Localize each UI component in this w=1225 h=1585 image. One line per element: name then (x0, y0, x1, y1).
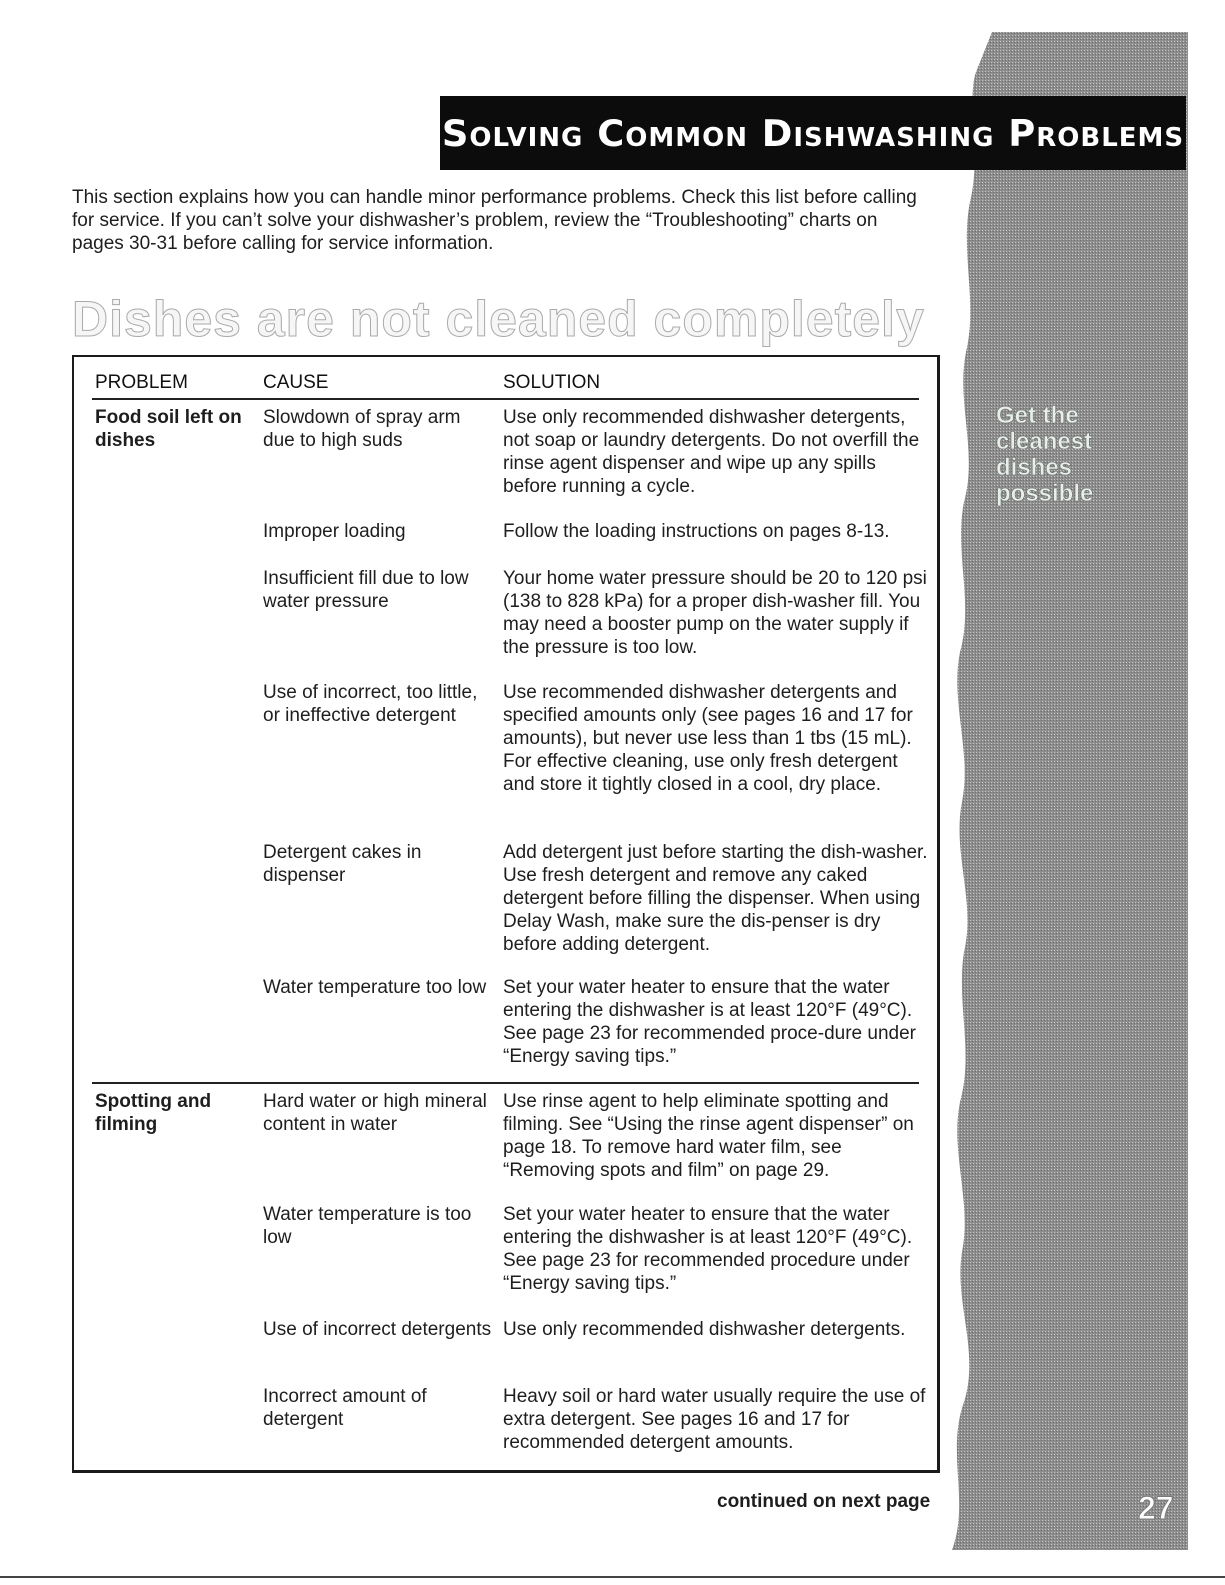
page-bottom-rule (0, 1576, 1225, 1578)
cause-cell: Detergent cakes in dispenser (263, 842, 422, 886)
problem-label: Food soil left on dishes (95, 407, 242, 451)
solution-cell: Heavy soil or hard water usually require the use of extra detergent. See pages 16 and 17 for recommended detergent amounts. (503, 1386, 926, 1453)
cause-cell: Improper loading (263, 521, 406, 542)
sidebar-caption: Get the cleanest dishes possible (996, 402, 1094, 507)
column-header-problem: PROBLEM (95, 372, 188, 393)
page-title-banner (440, 96, 1186, 170)
column-header-cause: CAUSE (263, 372, 329, 393)
solution-cell: Use only recommended dishwasher detergents, not soap or laundry detergents. Do not overfill the rinse agent dispenser and wipe up any spills before running a cycle. (503, 407, 920, 497)
solution-cell: Use rinse agent to help eliminate spotting and filming. See “Using the rinse agent dispenser” on page 18. To remove hard water film, see “Removing spots and film” on page 29. (503, 1091, 914, 1181)
header-divider (92, 398, 919, 400)
cause-cell: Insufficient fill due to low water pressure (263, 568, 469, 612)
cause-cell: Use of incorrect detergents (263, 1319, 492, 1340)
cause-cell: Slowdown of spray arm due to high suds (263, 407, 461, 451)
intro-paragraph: This section explains how you can handle minor performance problems. Check this list before calling for service. If you can’t solve your dishwasher’s problem, review the “Troubleshooting” charts on pages 30-31 before calling for service information. (72, 187, 917, 254)
cause-cell: Hard water or high mineral content in water (263, 1091, 487, 1135)
page-number: 27 (1138, 1490, 1174, 1526)
solution-cell: Use recommended dishwasher detergents and specified amounts only (see pages 16 and 17 for amounts), but never use less than 1 tbs (15 mL). For effective cleaning, use only fresh detergent and store it tightly closed in a cool, dry place. (503, 682, 913, 795)
solution-cell: Add detergent just before starting the dish-washer. Use fresh detergent and remove any caked detergent before filling the dispenser. When using Delay Wash, make sure the dis-penser is dry before adding detergent. (503, 842, 928, 955)
cause-cell: Incorrect amount of detergent (263, 1386, 427, 1430)
solution-cell: Use only recommended dishwasher detergents. (503, 1319, 906, 1340)
solution-cell: Follow the loading instructions on pages 8-13. (503, 521, 890, 542)
solution-cell: Set your water heater to ensure that the water entering the dishwasher is at least 120°F (49°C). See page 23 for recommended proce-dure under “Energy saving tips.” (503, 977, 916, 1067)
decorative-side-band (952, 32, 1188, 1550)
cause-cell: Water temperature too low (263, 977, 487, 998)
solution-cell: Your home water pressure should be 20 to 120 psi (138 to 828 kPa) for a proper dish-washer fill. You may need a booster pump on the water supply if the pressure is too low. (503, 568, 927, 658)
problem-label: Spotting and filming (95, 1091, 212, 1135)
group-divider (92, 1082, 919, 1084)
column-header-solution: SOLUTION (503, 372, 601, 393)
cause-cell: Use of incorrect, too little, or ineffective detergent (263, 682, 478, 726)
page-title: Solving Common Dishwashing Problems (441, 111, 1185, 155)
solution-cell: Set your water heater to ensure that the water entering the dishwasher is at least 120°F (49°C). See page 23 for recommended procedure under “Energy saving tips.” (503, 1204, 913, 1294)
continued-note: continued on next page (717, 1491, 931, 1512)
cause-cell: Water temperature is too low (263, 1204, 472, 1248)
section-heading: Dishes are not cleaned completely (72, 291, 925, 347)
